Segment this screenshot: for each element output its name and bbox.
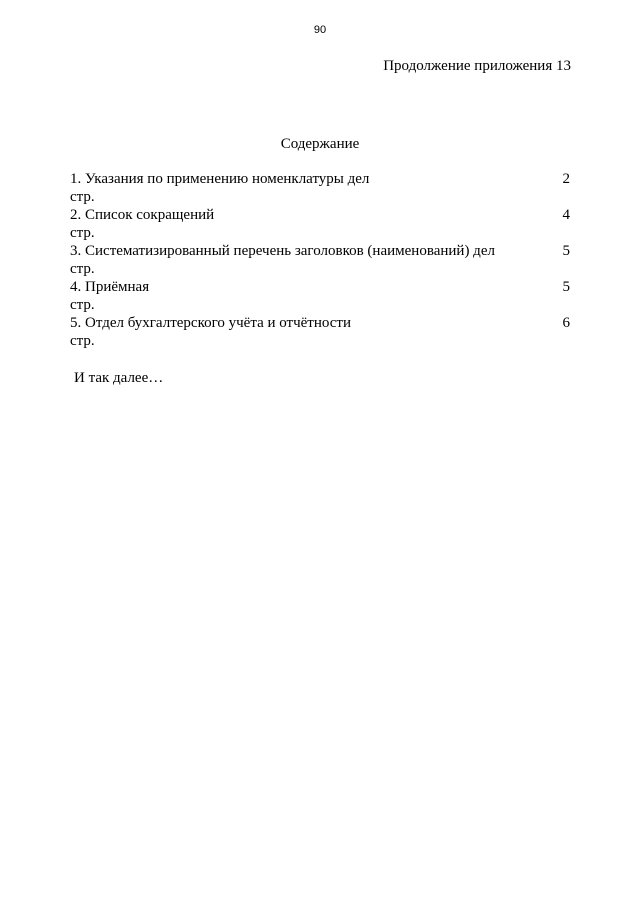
table-of-contents [70, 170, 570, 350]
toc-entry-str: стр. [70, 261, 95, 277]
toc-entry-label: 4. Приёмная [70, 279, 150, 295]
toc-entry-str: стр. [70, 297, 95, 313]
toc-entry-page: 2 [562, 171, 570, 187]
toc-entry-label: 3. Систематизированный перечень заголовков (наименований) дел [70, 243, 495, 259]
toc-entry-label: 5. Отдел бухгалтерского учёта и отчётности [70, 315, 352, 331]
toc-entry [70, 278, 570, 314]
toc-entry-str: стр. [70, 333, 95, 349]
toc-entry [70, 242, 570, 278]
appendix-note: Продолжение приложения 13 [383, 58, 571, 74]
toc-entry-label: 2. Список сокращений [70, 207, 215, 223]
continuation-text: И так далее… [74, 370, 164, 386]
toc-entry-str: стр. [70, 189, 95, 205]
toc-entry [70, 170, 570, 206]
toc-entry-label: 1. Указания по применению номенклатуры дел [70, 171, 370, 187]
toc-entry-page: 4 [562, 207, 570, 223]
toc-entry [70, 206, 570, 242]
toc-entry-page: 5 [562, 279, 570, 295]
toc-entry-str: стр. [70, 225, 95, 241]
toc-entry-page: 5 [562, 243, 570, 259]
toc-title: Содержание [280, 136, 360, 152]
page-number: 90 [313, 24, 327, 36]
toc-entry-page: 6 [562, 315, 570, 331]
toc-entry [70, 314, 570, 350]
